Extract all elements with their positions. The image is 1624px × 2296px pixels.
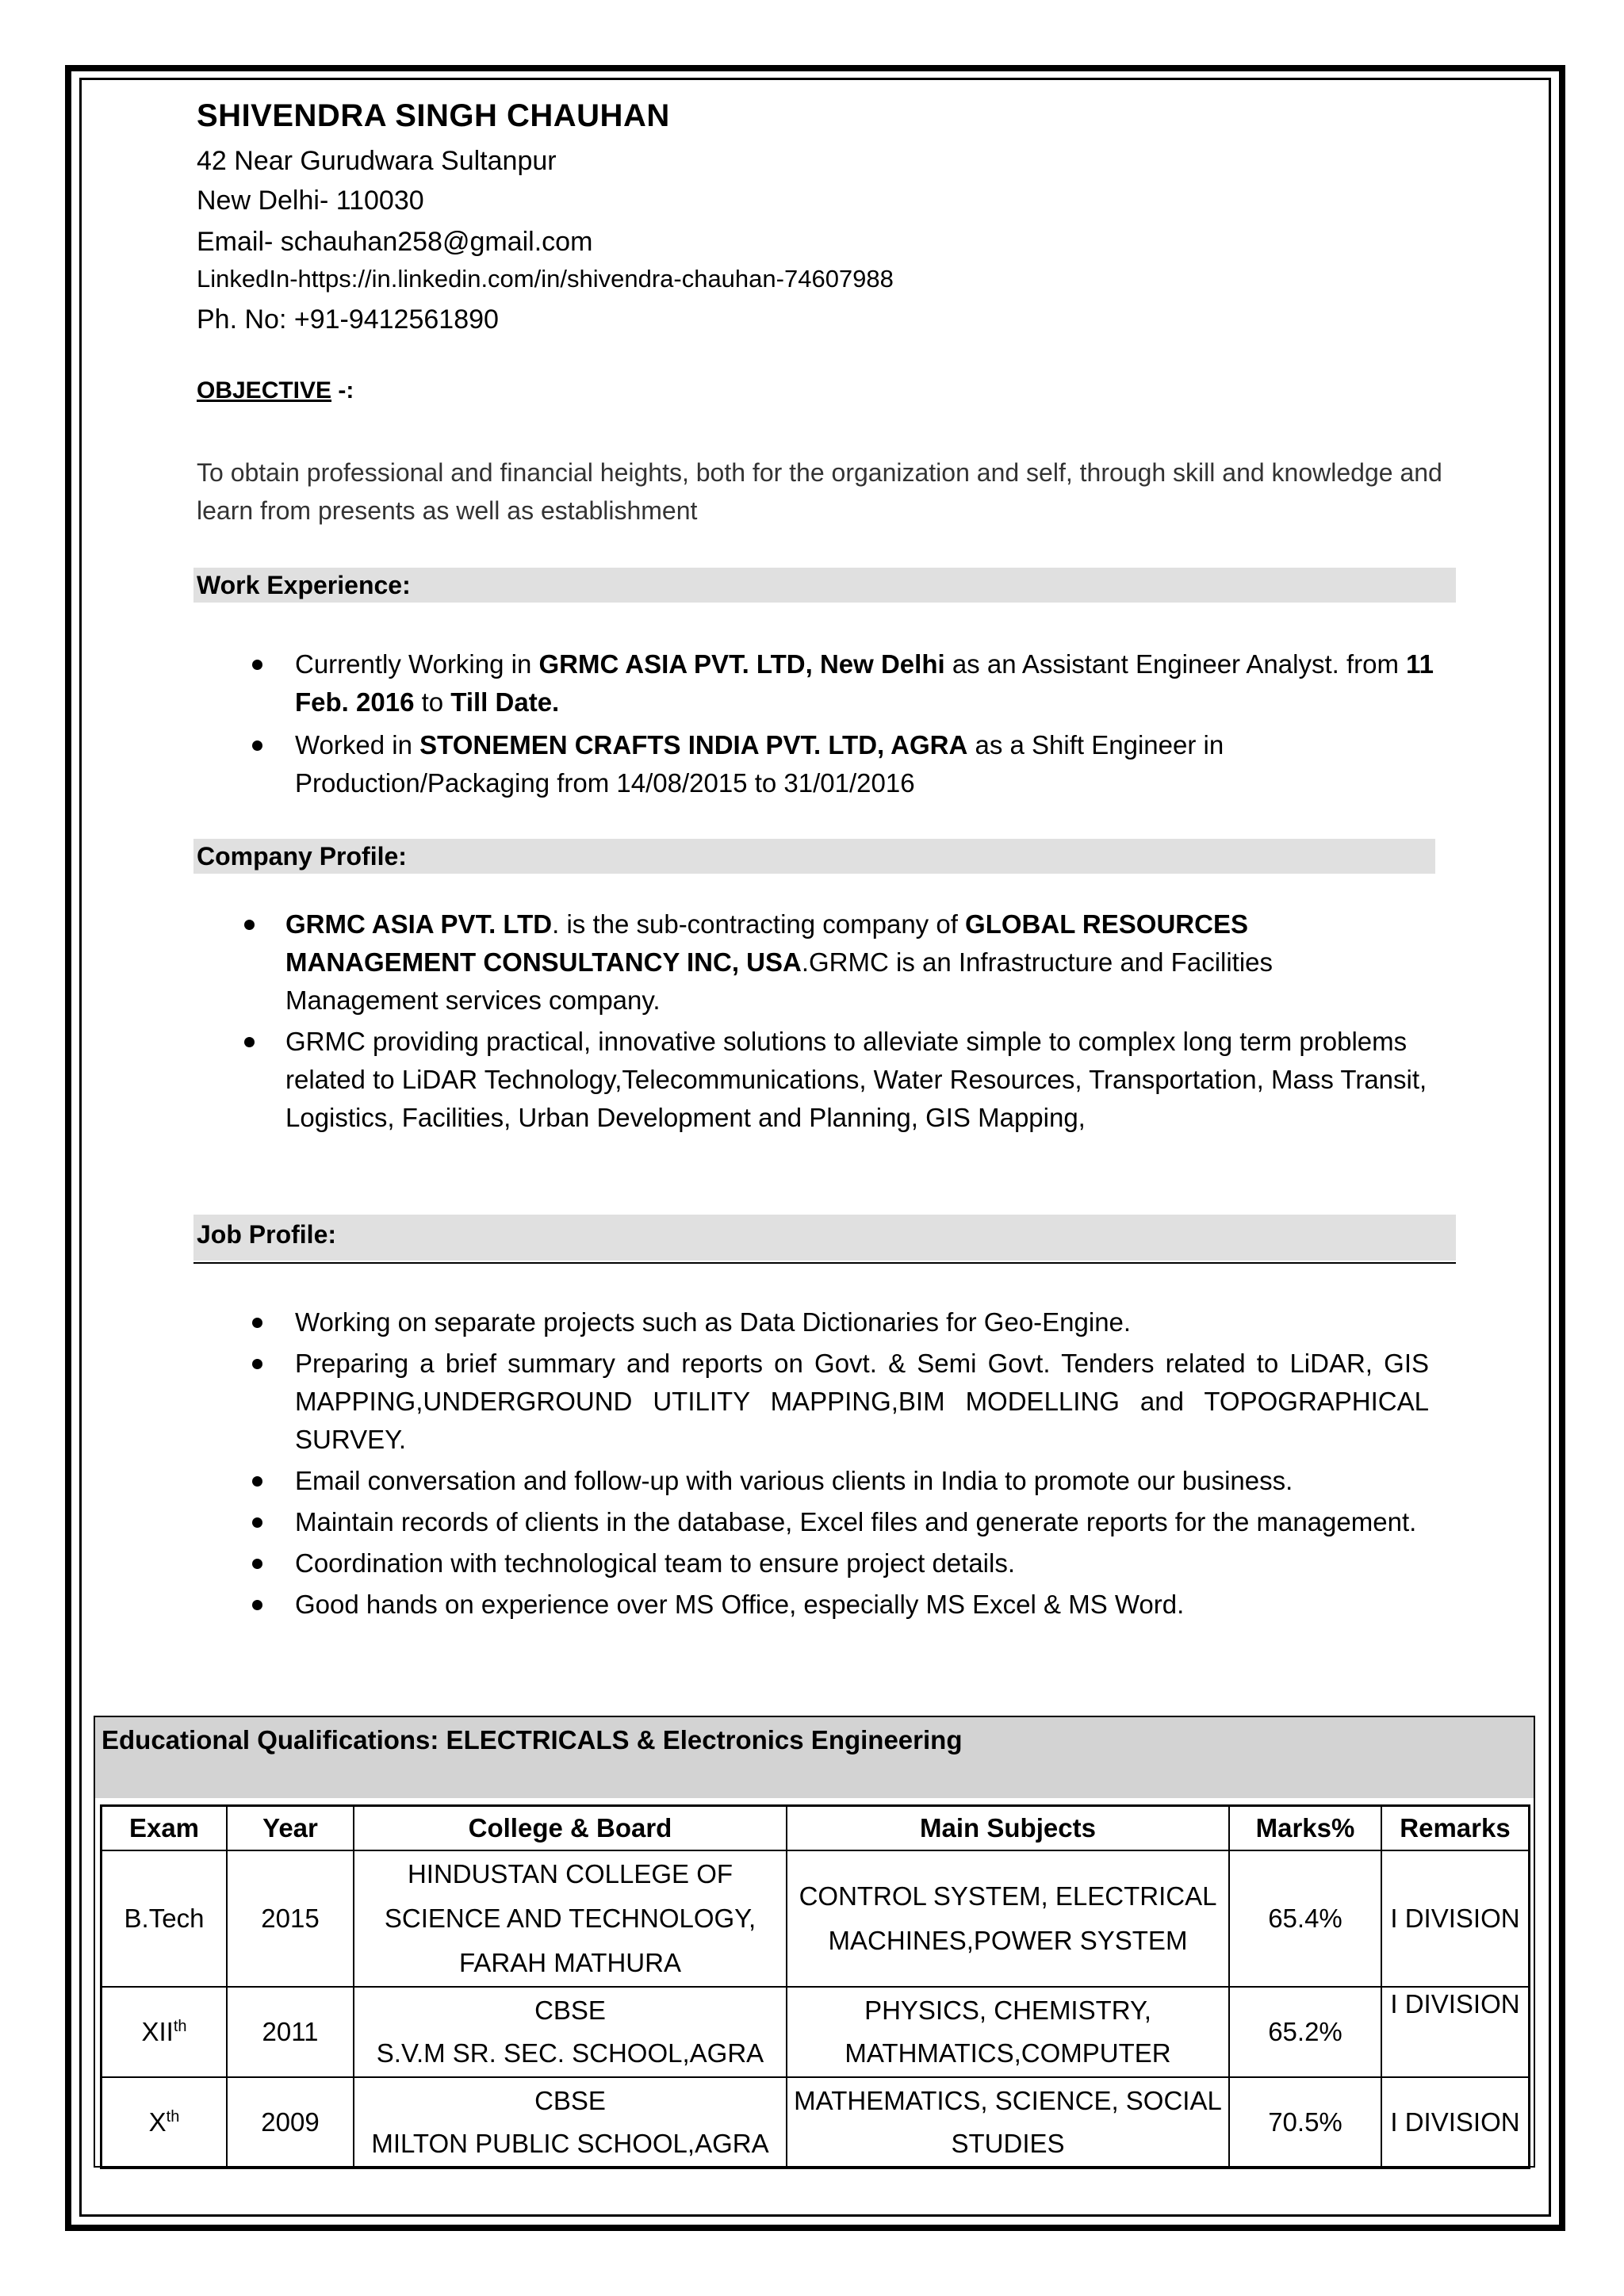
cell-year: 2009	[227, 2077, 354, 2168]
list-item: Worked in STONEMEN CRAFTS INDIA PVT. LTD, AGRA as a Shift Engineer in Production/Packaging from 14/08/2015 to 31/01/2016	[295, 726, 1437, 802]
col-year: Year	[227, 1806, 354, 1851]
objective-title: OBJECTIVE	[197, 377, 332, 404]
cell-college: CBSE MILTON PUBLIC SCHOOL,AGRA	[354, 2077, 787, 2168]
bullet-icon	[252, 740, 262, 751]
cell-year: 2015	[227, 1850, 354, 1987]
bullet-icon	[252, 660, 262, 670]
col-college: College & Board	[354, 1806, 787, 1851]
address-line-1: 42 Near Gurudwara Sultanpur	[197, 146, 557, 176]
table-row	[102, 1987, 1530, 2077]
list-item: Currently Working in GRMC ASIA PVT. LTD, New Delhi as an Assistant Engineer Analyst. from 11 Feb. 2016 to Till Date.	[295, 645, 1437, 721]
job-profile-underline	[193, 1262, 1456, 1264]
work-experience-list	[295, 645, 1437, 802]
bullet-icon	[252, 1318, 262, 1328]
list-item: Good hands on experience over MS Office, especially MS Excel & MS Word.	[295, 1586, 1429, 1624]
cell-subjects: PHYSICS, CHEMISTRY, MATHMATICS,COMPUTER	[787, 1987, 1229, 2077]
cell-remarks: I DIVISION	[1381, 1850, 1530, 1987]
phone-line: Ph. No: +91-9412561890	[197, 304, 499, 335]
address-line-2: New Delhi- 110030	[197, 186, 424, 216]
cell-year: 2011	[227, 1987, 354, 2077]
cell-exam: XIIth	[102, 1987, 228, 2077]
col-marks: Marks%	[1229, 1806, 1381, 1851]
objective-title-suffix: -:	[331, 377, 354, 404]
company-profile-list	[285, 905, 1427, 1137]
bullet-icon	[252, 1600, 262, 1610]
col-remarks: Remarks	[1381, 1806, 1530, 1851]
list-item: Working on separate projects such as Data Dictionaries for Geo-Engine.	[295, 1303, 1429, 1341]
email-line: Email- schauhan258@gmail.com	[197, 227, 593, 257]
job-profile-list	[295, 1303, 1429, 1624]
col-exam: Exam	[102, 1806, 228, 1851]
bullet-icon	[244, 1037, 255, 1047]
cell-marks: 65.2%	[1229, 1987, 1381, 2077]
cell-exam: B.Tech	[102, 1850, 228, 1987]
bullet-icon	[252, 1517, 262, 1528]
objective-heading	[197, 377, 354, 404]
col-subjects: Main Subjects	[787, 1806, 1229, 1851]
list-item: Email conversation and follow-up with various clients in India to promote our business.	[295, 1462, 1429, 1500]
cell-marks: 65.4%	[1229, 1850, 1381, 1987]
bullet-icon	[244, 920, 255, 930]
work-experience-heading: Work Experience:	[193, 568, 1456, 603]
list-item: GRMC providing practical, innovative solutions to alleviate simple to complex long term problems related to LiDAR Technology,Telecommunications, Water Resources, Transportation, Mass Transit, Logistics, Facilities, Urban Development and Planning, GIS Mapping,	[285, 1023, 1427, 1137]
list-item: GRMC ASIA PVT. LTD. is the sub-contracting company of GLOBAL RESOURCES MANAGEMENT CONSULTANCY INC, USA.GRMC is an Infrastructure and Facilities Management services company.	[285, 905, 1427, 1020]
list-item: Preparing a brief summary and reports on Govt. & Semi Govt. Tenders related to LiDAR, GIS MAPPING,UNDERGROUND UTILITY MAPPING,BIM MODELLING and TOPOGRAPHICAL SURVEY.	[295, 1345, 1429, 1459]
cell-exam: Xth	[102, 2077, 228, 2168]
table-row	[102, 2077, 1530, 2168]
candidate-name: SHIVENDRA SINGH CHAUHAN	[197, 98, 670, 133]
linkedin-line: LinkedIn-https://in.linkedin.com/in/shivendra-chauhan-74607988	[197, 265, 894, 293]
cell-subjects: CONTROL SYSTEM, ELECTRICAL MACHINES,POWER SYSTEM	[787, 1850, 1229, 1987]
education-table	[100, 1804, 1530, 2169]
list-item: Maintain records of clients in the database, Excel files and generate reports for the management.	[295, 1503, 1429, 1541]
company-profile-heading: Company Profile:	[193, 839, 1435, 874]
table-header-row	[102, 1806, 1530, 1851]
table-row	[102, 1850, 1530, 1987]
cell-subjects: MATHEMATICS, SCIENCE, SOCIAL STUDIES	[787, 2077, 1229, 2168]
list-item: Coordination with technological team to ensure project details.	[295, 1544, 1429, 1582]
objective-text: To obtain professional and financial heights, both for the organization and self, through skill and knowledge and learn from presents as well as establishment	[197, 458, 1442, 525]
bullet-icon	[252, 1359, 262, 1369]
cell-college: CBSE S.V.M SR. SEC. SCHOOL,AGRA	[354, 1987, 787, 2077]
cell-college: HINDUSTAN COLLEGE OF SCIENCE AND TECHNOLOGY, FARAH MATHURA	[354, 1850, 787, 1987]
education-heading: Educational Qualifications: ELECTRICALS & Electronics Engineering	[95, 1717, 1534, 1798]
cell-remarks: I DIVISION	[1381, 2077, 1530, 2168]
cell-marks: 70.5%	[1229, 2077, 1381, 2168]
bullet-icon	[252, 1476, 262, 1487]
cell-remarks: I DIVISION	[1381, 1987, 1530, 2077]
bullet-icon	[252, 1559, 262, 1569]
job-profile-heading: Job Profile:	[193, 1215, 1456, 1261]
